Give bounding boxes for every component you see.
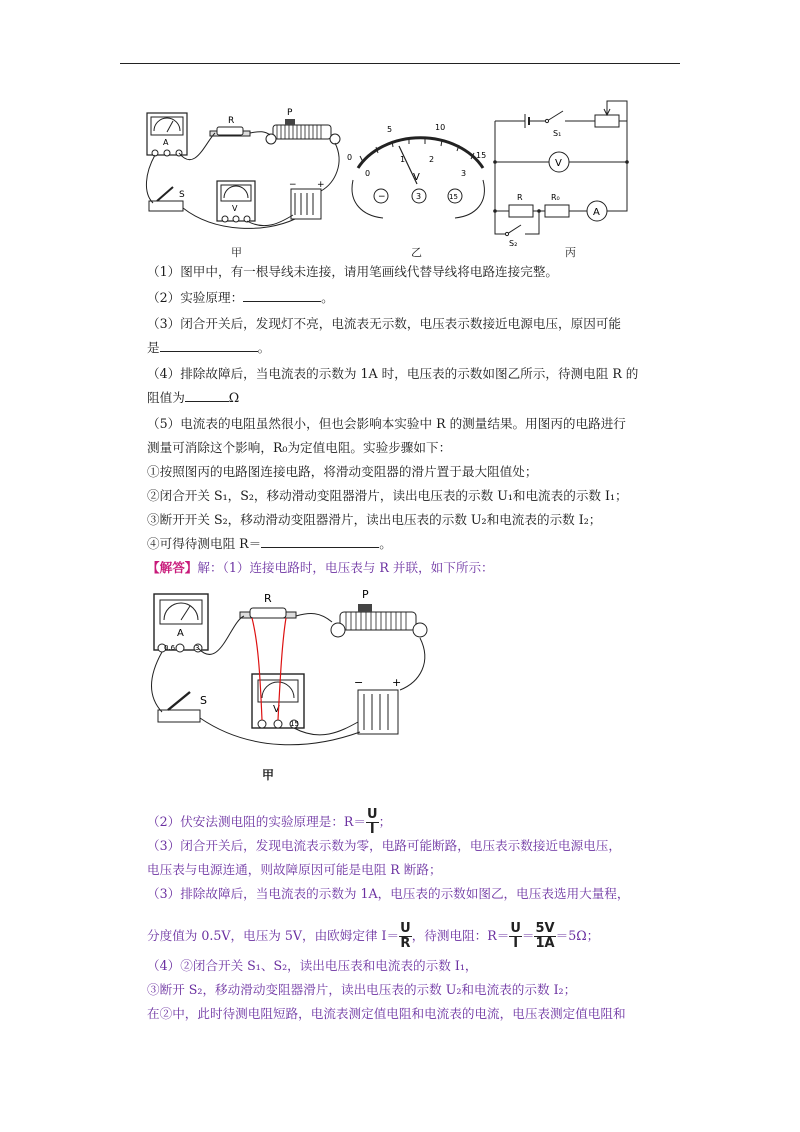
question-3-line1: （3）闭合开关后，发现灯不亮，电流表无示数，电压表示数接近电源电压，原因可能 <box>147 316 621 331</box>
question-2-suffix: 。 <box>321 290 334 305</box>
answer-intro <box>147 558 494 578</box>
step-4-suffix: 。 <box>379 536 392 551</box>
step-1: ①按照图丙的电路图连接电路，将滑动变阻器的滑片置于最大阻值处； <box>147 464 538 479</box>
step-4-prefix: ④可得待测电阻 R＝ <box>147 536 262 551</box>
bing-v-label: V <box>555 158 562 169</box>
voltmeter-dial-figure <box>343 118 493 228</box>
answer-voltmeter-label: V <box>273 704 280 715</box>
answer-ammeter-3: 3 <box>195 644 200 652</box>
dial-terminal-3: 3 <box>416 192 422 201</box>
frac-den: I <box>513 936 519 951</box>
answer-resistor-icon <box>240 592 296 618</box>
answer-5-line1: （4）②闭合开关 S₁、S₂，读出电压表和电流表的示数 I₁， <box>147 958 478 973</box>
answer-ammeter-06: 0.6 <box>164 644 176 652</box>
frac-den: 1A <box>535 936 555 951</box>
answer-5-line3: 在②中，此时待测电阻短路，电流表测定值电阻和电流表的电流，电压表测定值电阻和 <box>147 1006 626 1021</box>
answer-blank-3 <box>160 338 258 352</box>
bing-s2-label: S₂ <box>509 239 518 246</box>
resistor-icon <box>210 116 250 136</box>
bing-resistor-r0 <box>545 205 569 217</box>
question-4-suffix: Ω <box>228 390 240 405</box>
question-5-line2: 测量可消除这个影响，R₀为定值电阻。实验步骤如下： <box>147 440 452 455</box>
answer-resistor-label: R <box>264 592 272 605</box>
answer-5-line2: ③断开 S₂，移动滑动变阻器滑片，读出电压表的示数 U₂和电流表的示数 I₂； <box>147 982 577 997</box>
question-2-prefix: （2）实验原理： <box>147 290 244 305</box>
circuit-figure-answer <box>140 582 440 767</box>
fraction-5v-over-1a <box>534 922 555 951</box>
answer-2 <box>147 808 391 837</box>
dial-terminal-15: 15 <box>449 193 458 201</box>
figure-caption-bing: 丙 <box>565 246 576 259</box>
question-4-prefix: 阻值为 <box>147 390 185 405</box>
question-3-line2 <box>147 338 270 358</box>
dial-top-0: 0 <box>347 153 353 162</box>
question-3-suffix: 。 <box>257 340 271 355</box>
answer-4-part4: ＝5Ω； <box>555 928 600 943</box>
circuit-figure-jia <box>135 103 353 243</box>
answer-switch-label: S <box>200 694 207 707</box>
answer-3-line1: （3）闭合开关后，发现电流表示数为零，电路可能断路，电压表示数接近电源电压， <box>147 838 621 853</box>
dial-top-15: 15 <box>476 151 487 160</box>
answer-blank-4 <box>185 388 229 402</box>
dial-bottom-0: 0 <box>365 169 371 178</box>
dial-bottom-3: 3 <box>461 169 467 178</box>
fraction-u-over-r <box>399 922 412 951</box>
answer-tag: 【解答】 <box>147 560 198 575</box>
figure-caption-jia: 甲 <box>231 246 242 259</box>
answer-4-line1: （3）排除故障后，当电流表的示数为 1A，电压表的示数如图乙，电压表选用大量程， <box>147 886 630 901</box>
bing-r0-label: R₀ <box>551 193 560 202</box>
dial-symbol: V <box>413 172 420 183</box>
answer-blank-2 <box>243 288 321 302</box>
switch-label: S <box>179 190 185 200</box>
bing-r-label: R <box>517 193 523 202</box>
frac-num: U <box>367 807 378 822</box>
answer-battery-plus: + <box>392 676 402 689</box>
answer-3-line2: 电压表与电源连通，则故障原因可能是电阻 R 断路； <box>147 862 442 877</box>
answer-4-part1: 分度值为 0.5V，电压为 5V，由欧姆定律 I＝ <box>147 928 400 943</box>
frac-num: U <box>400 921 411 936</box>
voltmeter-icon <box>217 181 255 222</box>
rheostat-icon <box>266 108 340 144</box>
answer-figure-caption: 甲 <box>262 768 275 782</box>
bing-a-label: A <box>593 207 600 218</box>
battery-icon <box>289 180 325 219</box>
voltmeter-label: V <box>232 204 238 213</box>
answer-ammeter-icon <box>154 594 208 652</box>
bing-rheostat <box>595 115 619 127</box>
bing-resistor-r <box>509 205 533 217</box>
answer-rheostat-label: P <box>362 588 369 601</box>
answer-switch-icon <box>158 692 207 722</box>
answer-4-part3: ＝ <box>521 928 535 943</box>
bing-s1-label: S₁ <box>553 129 562 138</box>
ammeter-icon <box>147 113 187 156</box>
dial-top-10: 10 <box>435 123 446 132</box>
question-3-prefix: 是 <box>147 340 160 355</box>
question-4-line2 <box>147 388 239 408</box>
step-3: ③断开开关 S₂，移动滑动变阻器滑片，读出电压表的示数 U₂和电流表的示数 I₂； <box>147 512 602 527</box>
frac-den: I <box>369 822 375 837</box>
answer-2-suffix: ； <box>378 814 392 829</box>
question-2 <box>147 288 334 308</box>
answer-battery-minus: − <box>354 676 364 689</box>
resistor-label: R <box>228 116 235 126</box>
circuit-diagram-bing <box>487 96 637 246</box>
frac-den: R <box>400 936 411 951</box>
rheostat-label: P <box>287 108 293 118</box>
question-4-line1: （4）排除故障后，当电流表的示数为 1A 时，电压表的示数如图乙所示，待测电阻 R 的 <box>147 366 639 381</box>
dial-bottom-2: 2 <box>429 155 435 164</box>
fraction-u-over-i <box>366 808 379 837</box>
answer-rheostat-icon <box>331 588 427 637</box>
answer-blank-5 <box>261 534 379 548</box>
figure-caption-yi: 乙 <box>411 246 422 259</box>
answer-ammeter-label: A <box>177 628 184 639</box>
battery-plus: + <box>317 180 325 190</box>
frac-num: U <box>510 921 521 936</box>
header-rule <box>120 63 680 64</box>
dial-bottom-1: 1 <box>400 155 406 164</box>
answer-2-prefix: （2）伏安法测电阻的实验原理是：R＝ <box>147 814 366 829</box>
battery-minus: − <box>289 180 297 190</box>
fraction-u-over-i-2 <box>509 922 522 951</box>
answer-intro-text: 解：（1）连接电路时，电压表与 R 并联，如下所示： <box>197 560 494 575</box>
question-1: （1）图甲中，有一根导线未连接，请用笔画线代替导线将电路连接完整。 <box>147 264 559 279</box>
answer-voltmeter-15: 15 <box>290 720 299 728</box>
answer-battery-icon <box>354 676 401 734</box>
question-5-line1: （5）电流表的电阻虽然很小，但也会影响本实验中 R 的测量结果。用图丙的电路进行 <box>147 416 626 431</box>
ammeter-label: A <box>163 138 169 147</box>
frac-num: 5V <box>535 921 555 936</box>
dial-top-5: 5 <box>387 125 393 134</box>
step-4 <box>147 534 392 554</box>
dial-terminal-minus: − <box>378 192 386 202</box>
answer-4-part2: ，待测电阻：R＝ <box>411 928 510 943</box>
switch-icon <box>149 187 185 211</box>
answer-4-line2 <box>147 922 599 951</box>
step-2: ②闭合开关 S₁，S₂，移动滑动变阻器滑片，读出电压表的示数 U₁和电流表的示数 I₁； <box>147 488 628 503</box>
